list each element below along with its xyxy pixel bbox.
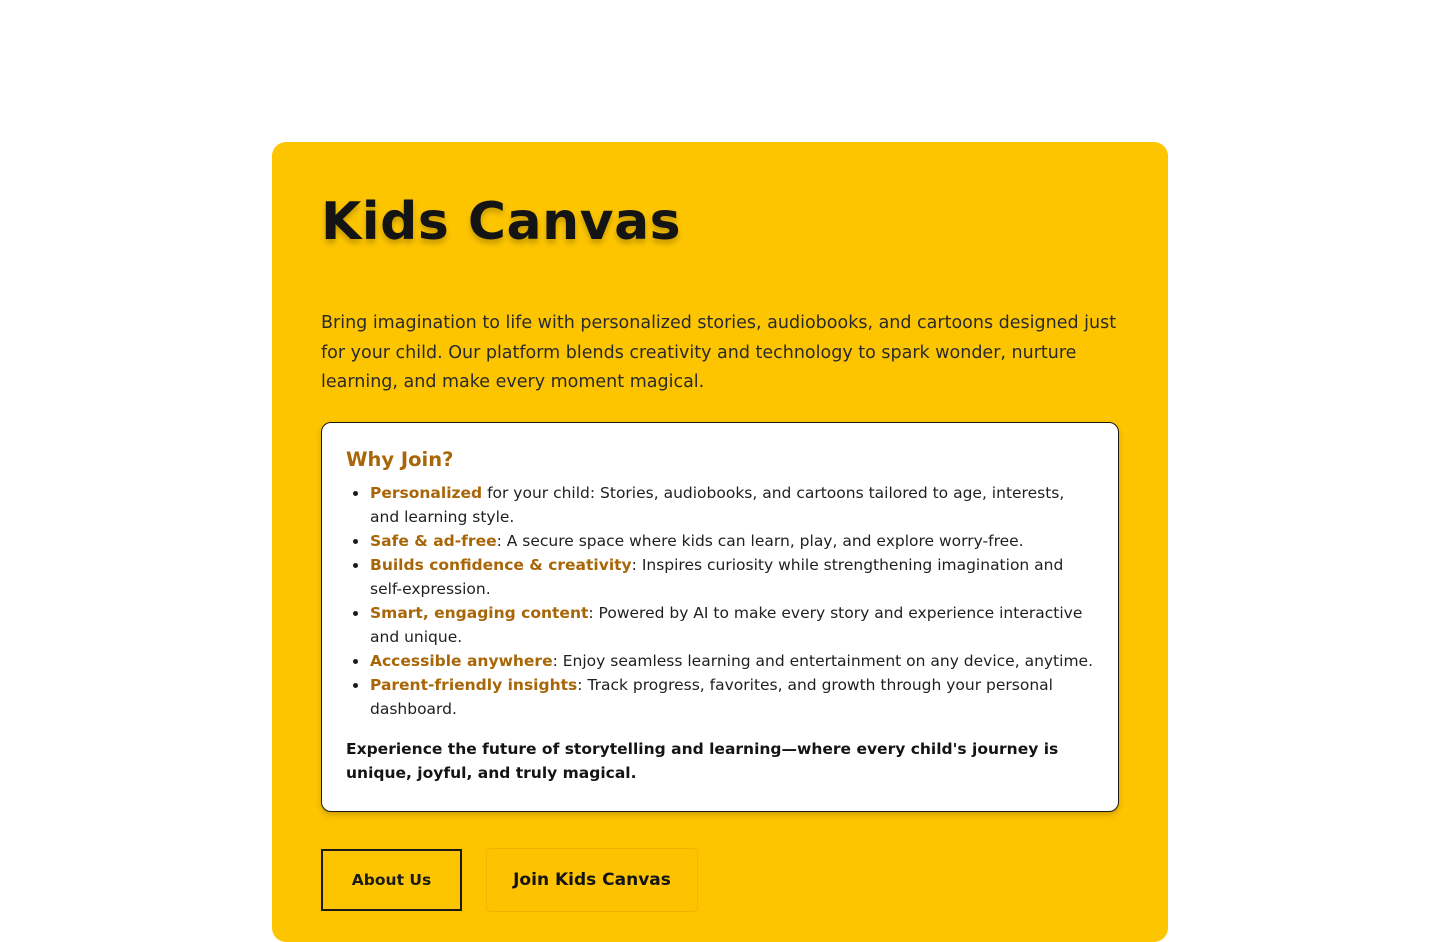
- action-buttons: [321, 849, 697, 911]
- why-join-heading: Why Join?: [346, 447, 454, 471]
- benefit-item: [370, 601, 1094, 649]
- benefit-name: Safe & ad-free: [370, 531, 497, 550]
- benefits-list: [346, 481, 1094, 721]
- bullet-icon: [353, 683, 358, 688]
- about-us-button[interactable]: About Us: [321, 849, 462, 911]
- bullet-icon: [353, 491, 358, 496]
- bullet-icon: [353, 659, 358, 664]
- benefit-item: [370, 553, 1094, 601]
- benefit-name: Personalized: [370, 483, 483, 502]
- bullet-icon: [353, 539, 358, 544]
- benefit-item: [370, 649, 1094, 673]
- benefit-item: [370, 481, 1094, 529]
- benefit-text: : Track progress, favorites, and growth through your personal dashboard.: [370, 675, 1053, 718]
- benefit-item: [370, 673, 1094, 721]
- closing-statement: Experience the future of storytelling and learning—where every child's journey is unique, joyful, and truly magical.: [346, 739, 1059, 782]
- benefit-text: : A secure space where kids can learn, play, and explore worry-free.: [496, 531, 1024, 550]
- benefit-item: [370, 529, 1094, 553]
- hero-card: [272, 142, 1168, 942]
- benefit-name: Smart, engaging content: [370, 603, 589, 622]
- page-title: Kids Canvas: [321, 192, 682, 252]
- benefit-name: Accessible anywhere: [370, 651, 553, 670]
- benefit-name: Parent-friendly insights: [370, 675, 578, 694]
- intro-text: Bring imagination to life with personalized stories, audiobooks, and cartoons designed just for your child. Our platform blends creativity and technology to spark wonder, nurture learning, and make every moment magical.: [321, 313, 1117, 392]
- bullet-icon: [353, 611, 358, 616]
- benefit-text: : Inspires curiosity while strengthening imagination and self-expression.: [370, 555, 1064, 598]
- benefit-text: for your child: Stories, audiobooks, and cartoons tailored to age, interests, and learning style.: [370, 483, 1065, 526]
- why-join-panel: [321, 422, 1119, 812]
- join-button[interactable]: Join Kids Canvas: [487, 849, 697, 911]
- benefit-text: : Powered by AI to make every story and experience interactive and unique.: [370, 603, 1083, 646]
- benefit-name: Builds confidence & creativity: [370, 555, 632, 574]
- bullet-icon: [353, 563, 358, 568]
- benefit-text: : Enjoy seamless learning and entertainment on any device, anytime.: [552, 651, 1094, 670]
